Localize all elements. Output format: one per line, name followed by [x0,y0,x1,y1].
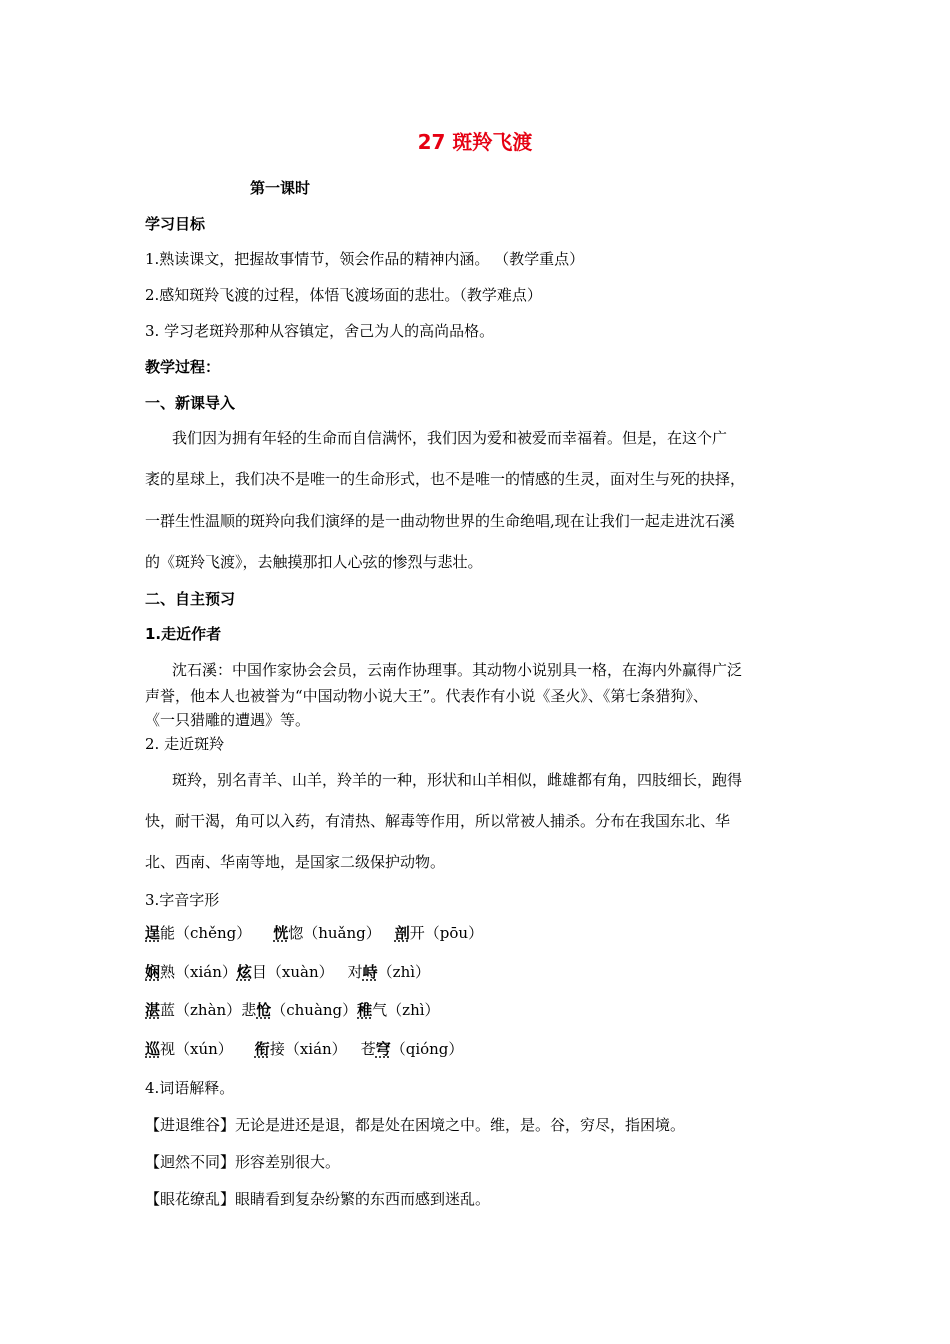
pronunciation-rest: 熟（xián） [160,963,237,981]
pronunciation-row [145,1000,440,1020]
objectives-heading: 学习目标 [145,215,206,233]
pronunciation-rest: 蓝（zhàn） [160,1001,242,1019]
pronunciation-char: 逞 [145,924,161,942]
paragraph-line: 我们因为拥有年轻的生命而自信满怀，我们因为爱和被爱而幸福着。但是，在这个广 [172,429,728,447]
pronunciation-rest: 能（chěng） [160,924,252,942]
paragraph-line: 的《斑羚飞渡》，去触摸那扣人心弦的惨烈与悲壮。 [145,553,483,571]
section-heading: 二、自主预习 [145,590,236,608]
pronunciation-char: 炫 [236,963,252,981]
process-heading: 教学过程： [145,358,221,376]
pronunciation-char: 衔 [254,1040,270,1058]
pronunciation-pre: 苍 [360,1040,376,1058]
pronunciation-rest: 惚（huǎng） [288,924,381,942]
vocabulary-item: 【迥然不同】形容差别很大。 [145,1153,341,1171]
pronunciation-row [145,962,430,982]
objective-item: 3. 学习老斑羚那种从容镇定，舍己为人的高尚品格。 [145,322,495,340]
pronunciation-row [145,1039,463,1059]
pronunciation-char: 巡 [145,1040,161,1058]
pronunciation-char: 稚 [357,1001,373,1019]
pronunciation-char: 峙 [362,963,378,981]
lesson-label: 第一课时 [250,179,311,197]
pronunciation-char: 怆 [256,1001,272,1019]
pronunciation-char: 娴 [145,963,161,981]
pronunciation-row [145,923,483,943]
pronunciation-char: 剖 [394,924,410,942]
pronunciation-char: 穹 [375,1040,391,1058]
subsection-heading: 1.走近作者 [145,625,222,643]
pronunciation-rest: 接（xián） [269,1040,347,1058]
paragraph-line: 袤的星球上，我们决不是唯一的生命形式，也不是唯一的情感的生灵，面对生与死的抉择， [145,470,746,488]
paragraph-line: 《一只猎雕的遭遇》等。 [145,711,311,729]
pronunciation-rest: （qióng） [390,1040,464,1058]
objective-item: 1.熟读课文，把握故事情节，领会作品的精神内涵。 （教学重点） [145,250,585,268]
vocabulary-item: 【进退维谷】无论是进还是退，都是处在困境之中。维，是。谷，穷尽，指困境。 [145,1116,686,1134]
pronunciation-rest: 目（xuàn） [251,963,334,981]
pronunciation-pre: 悲 [241,1001,257,1019]
paragraph-line: 北、西南、华南等地，是国家二级保护动物。 [145,853,446,871]
pronunciation-rest: 视（xún） [160,1040,233,1058]
pronunciation-pre: 对 [347,963,363,981]
subsection-heading: 3.字音字形 [145,891,220,909]
pronunciation-rest: （zhì） [377,963,431,981]
section-heading: 一、新课导入 [145,394,236,412]
paragraph-line: 快，耐干渴，角可以入药，有清热、解毒等作用，所以常被人捕杀。分布在我国东北、华 [145,812,731,830]
pronunciation-char: 恍 [273,924,289,942]
pronunciation-rest: 气（zhì） [372,1001,440,1019]
vocabulary-item: 【眼花缭乱】眼睛看到复杂纷繁的东西而感到迷乱。 [145,1190,491,1208]
paragraph-line: 声誉，他本人也被誉为“中国动物小说大王”。代表作有小说《圣火》、《第七条猎狗》、 [145,687,708,705]
paragraph-line: 一群生性温顺的斑羚向我们演绎的是一曲动物世界的生命绝唱,现在让我们一起走进沈石溪 [145,512,735,530]
objective-item: 2.感知斑羚飞渡的过程，体悟飞渡场面的悲壮。（教学难点） [145,286,542,304]
document-title: 27 斑羚飞渡 [417,130,533,154]
pronunciation-rest: （chuàng） [271,1001,358,1019]
pronunciation-char: 湛 [145,1001,161,1019]
paragraph-line: 沈石溪：中国作家协会会员，云南作协理事。其动物小说别具一格，在海内外赢得广泛 [172,661,743,679]
paragraph-line: 斑羚，别名青羊、山羊，羚羊的一种，形状和山羊相似，雌雄都有角，四肢细长，跑得 [172,771,743,789]
subsection-heading: 2. 走近斑羚 [145,735,225,753]
subsection-heading: 4.词语解释。 [145,1079,235,1097]
pronunciation-rest: 开（pōu） [409,924,484,942]
